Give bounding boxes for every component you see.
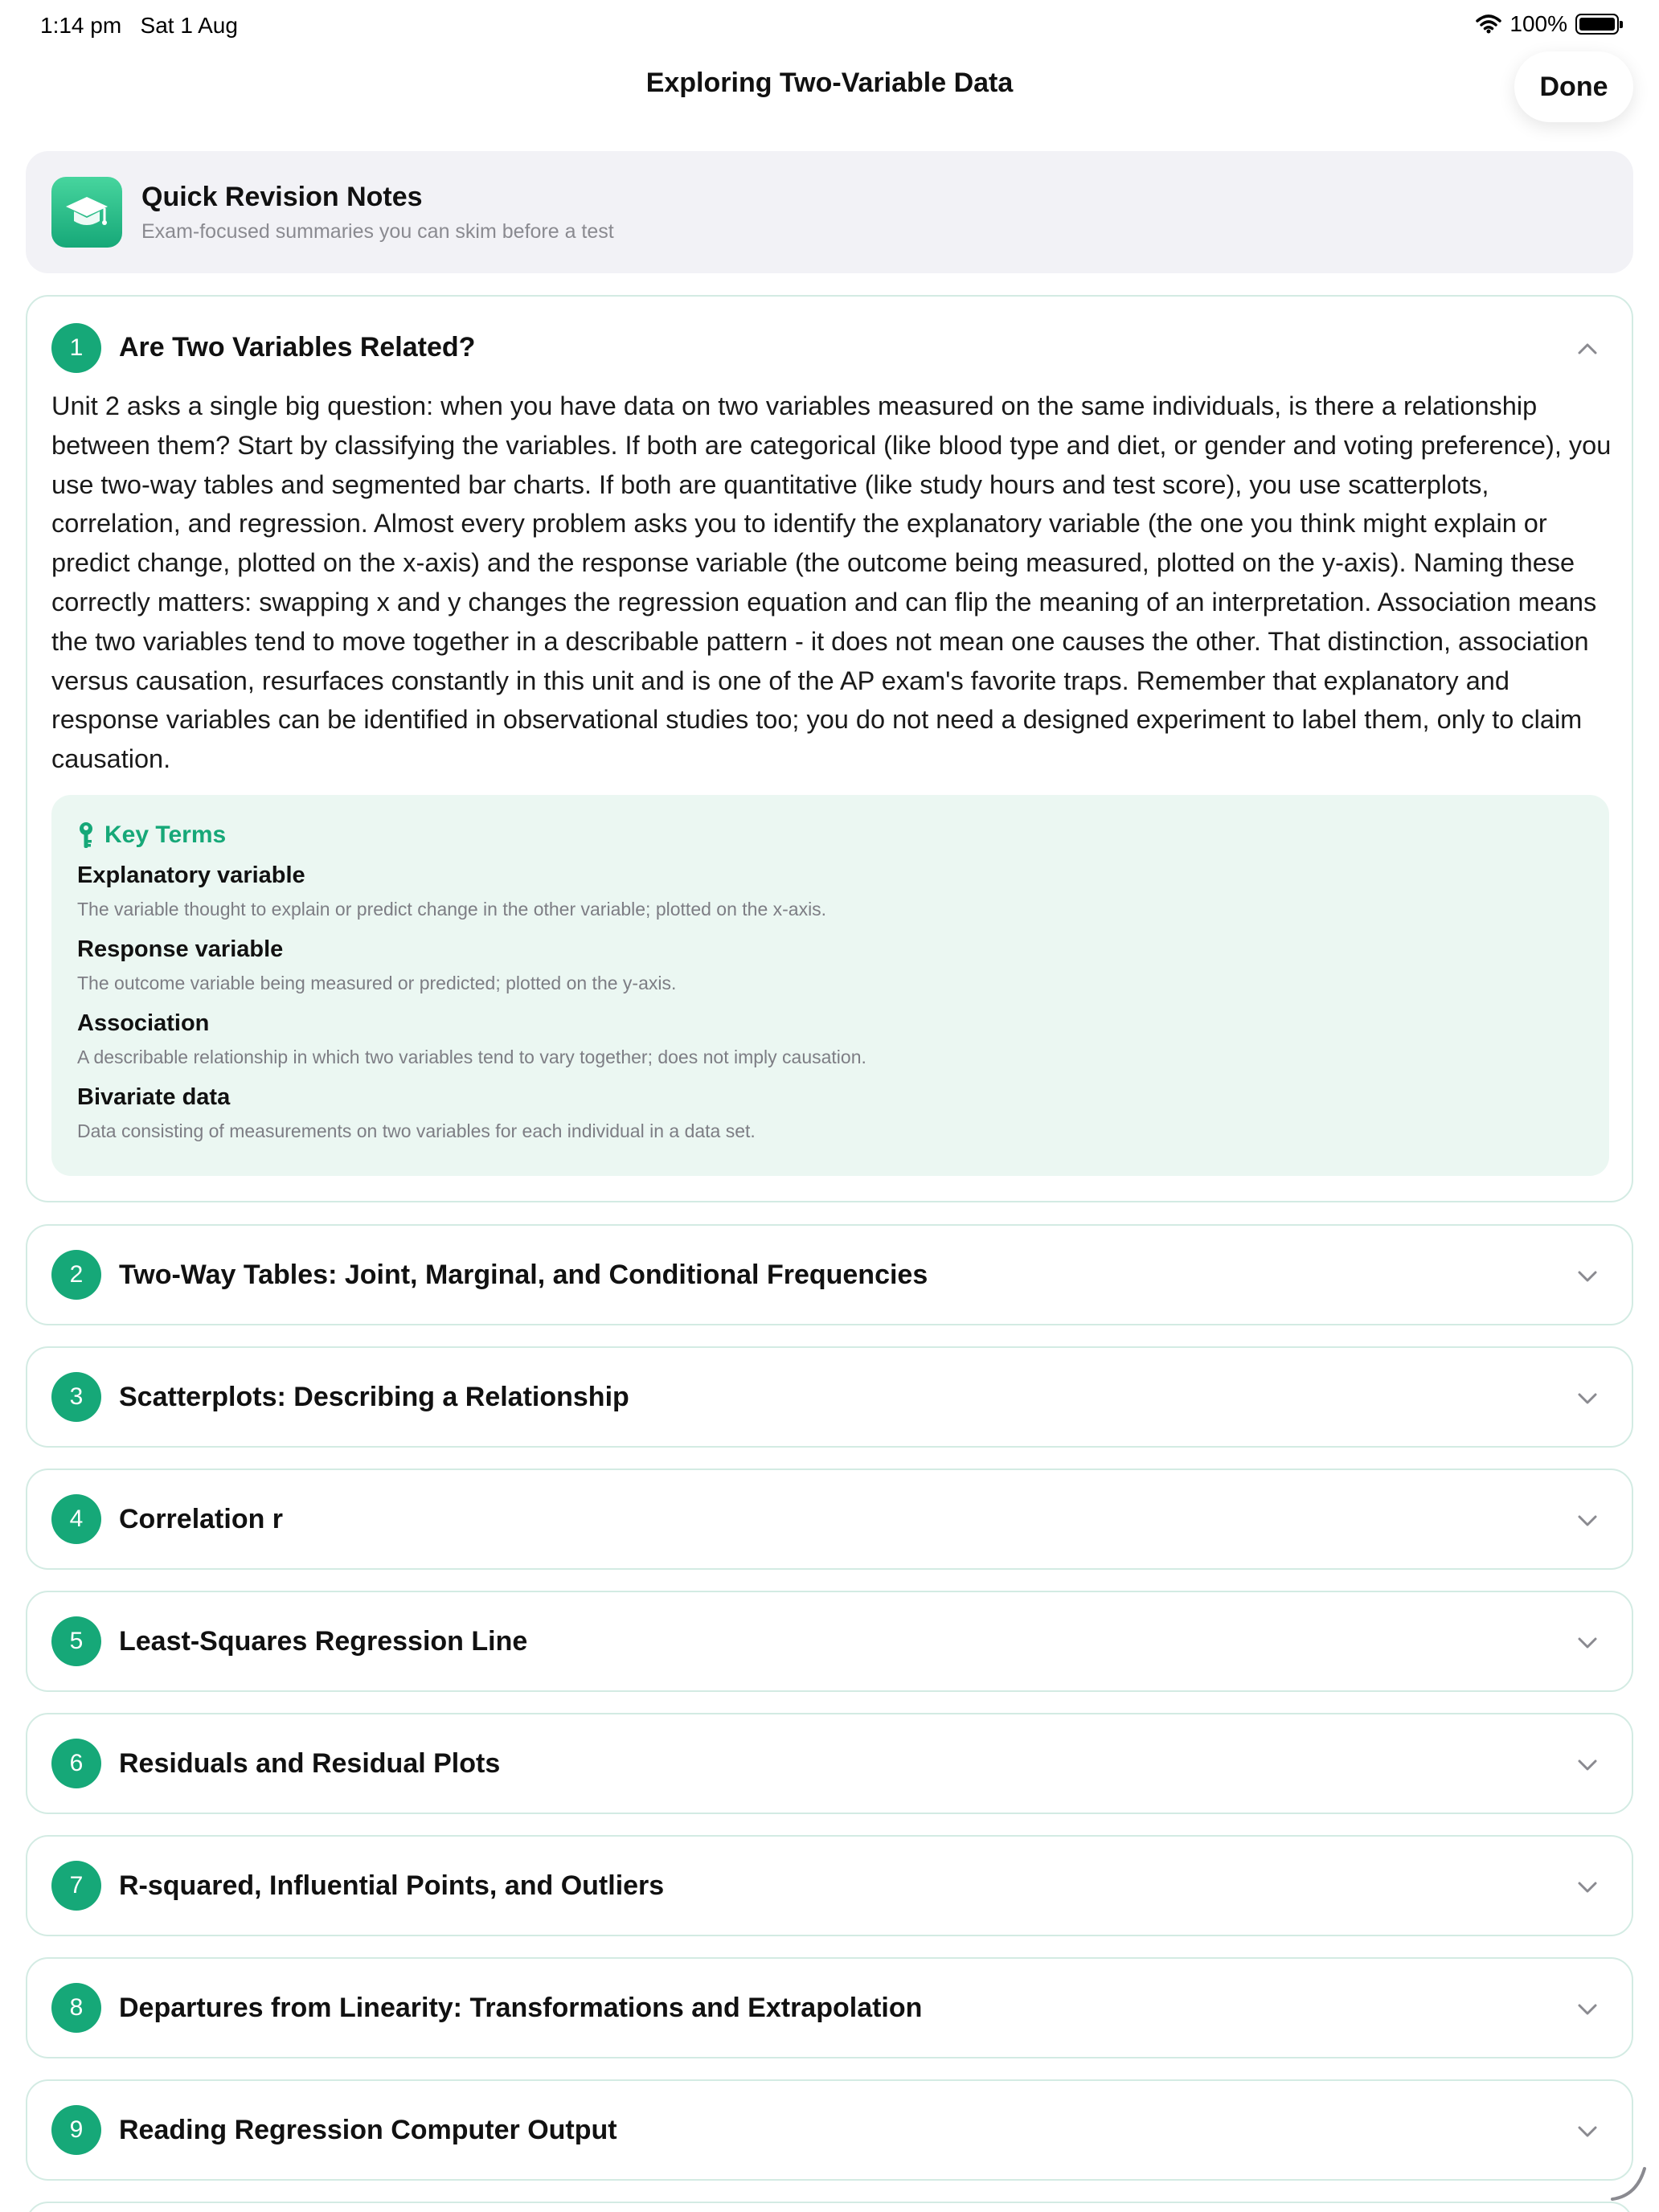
- chevron-down-icon[interactable]: [1575, 1387, 1600, 1411]
- battery-icon: [1575, 14, 1619, 35]
- chevron-down-icon[interactable]: [1575, 1875, 1600, 1899]
- key-term-item: [77, 1010, 866, 1068]
- section-title[interactable]: Correlation r: [119, 1504, 284, 1534]
- section-title[interactable]: Two-Way Tables: Joint, Marginal, and Conditional Frequencies: [119, 1260, 928, 1290]
- chevron-down-icon[interactable]: [1575, 1997, 1600, 2022]
- done-button[interactable]: Done: [1514, 51, 1633, 122]
- chevron-up-icon[interactable]: [1575, 337, 1600, 361]
- key-term-name: Response variable: [77, 936, 284, 962]
- section-card-3[interactable]: [26, 1346, 1633, 1448]
- wifi-icon: [1476, 14, 1501, 34]
- status-bar: [0, 0, 1659, 51]
- section-card-8[interactable]: [26, 1957, 1633, 2058]
- section-card-5[interactable]: [26, 1591, 1633, 1692]
- section-card-4[interactable]: [26, 1469, 1633, 1570]
- section-number-badge: 9: [51, 2105, 101, 2155]
- key-term-item: [77, 1084, 756, 1142]
- banner-title: Quick Revision Notes: [141, 182, 423, 212]
- graduation-cap-icon: [51, 177, 122, 248]
- section-card-7[interactable]: [26, 1835, 1633, 1936]
- section-card-2[interactable]: [26, 1224, 1633, 1325]
- section-number-badge: 8: [51, 1983, 101, 2033]
- key-term-item: [77, 862, 826, 920]
- section-card-1: [26, 295, 1633, 1202]
- section-number-badge: 6: [51, 1739, 101, 1788]
- section-number-badge: 1: [51, 323, 101, 373]
- chevron-down-icon[interactable]: [1575, 1264, 1600, 1288]
- section-number-badge: 7: [51, 1861, 101, 1911]
- key-term-definition: A describable relationship in which two variables tend to vary together; does not imply causation.: [77, 1047, 866, 1067]
- section-title[interactable]: Least-Squares Regression Line: [119, 1626, 528, 1657]
- section-number-badge: 2: [51, 1250, 101, 1300]
- section-title[interactable]: Reading Regression Computer Output: [119, 2115, 617, 2145]
- chevron-down-icon[interactable]: [1575, 1509, 1600, 1533]
- status-time: 1:14 pm: [40, 13, 122, 38]
- key-terms-box: [51, 795, 1609, 1176]
- chevron-down-icon[interactable]: [1575, 1631, 1600, 1655]
- section-card-9[interactable]: [26, 2079, 1633, 2181]
- section-title[interactable]: R-squared, Influential Points, and Outliers: [119, 1870, 665, 1901]
- section-body-text: Unit 2 asks a single big question: when you have data on two variables measured on the same individuals, is there a relationship between them? Start by classifying the variables. If both are categorical (like blood type and diet, or gender and voting preference), you use two-way tables and segmented bar charts. If both are quantitative (like study hours and test score), you use scatterplots, correlation, and regression. Almost every problem asks you to identify the explanatory variable (the one you think might explain or predict change, plotted on the x-axis) and the response variable (the outcome being measured, plotted on the y-axis). Naming these correctly matters: swapping x and y changes the regression equation and can flip the meaning of an interpretation. Association means the two variables tend to move together in a describable pattern - it does not mean one causes the other. That distinction, association versus causation, resurfaces constantly in this unit and is one of the AP exam's favorite traps. Remember that explanatory and response variables can be identified in observational studies too; you do not need a designed experiment to label them, only to claim causation.: [51, 391, 1612, 774]
- chevron-down-icon[interactable]: [1575, 1753, 1600, 1777]
- section-title[interactable]: Scatterplots: Describing a Relationship: [119, 1382, 629, 1412]
- resize-handle-icon[interactable]: [1604, 2157, 1653, 2206]
- chevron-down-icon[interactable]: [1575, 2120, 1600, 2144]
- section-number-badge: 4: [51, 1494, 101, 1544]
- section-title[interactable]: Departures from Linearity: Transformations and Extrapolation: [119, 1993, 923, 2023]
- revision-notes-banner: [26, 151, 1633, 273]
- section-title[interactable]: Are Two Variables Related?: [119, 332, 476, 363]
- key-term-name: Bivariate data: [77, 1084, 231, 1110]
- key-term-definition: The outcome variable being measured or predicted; plotted on the y-axis.: [77, 973, 677, 993]
- section-card-10-partial: [26, 2202, 1633, 2212]
- key-icon: [77, 821, 95, 850]
- section-number-badge: 3: [51, 1372, 101, 1422]
- page-title: Exploring Two-Variable Data: [645, 68, 1014, 98]
- key-terms-title: Key Terms: [104, 821, 227, 848]
- key-term-name: Association: [77, 1010, 210, 1036]
- key-term-name: Explanatory variable: [77, 862, 305, 888]
- key-term-definition: Data consisting of measurements on two variables for each individual in a data set.: [77, 1120, 756, 1141]
- status-right: [1476, 11, 1619, 37]
- key-term-item: [77, 936, 676, 994]
- battery-percent: 100%: [1509, 11, 1567, 36]
- status-time-date: [40, 13, 238, 39]
- key-terms-header: [77, 821, 226, 850]
- status-date: Sat 1 Aug: [140, 13, 238, 38]
- section-number-badge: 5: [51, 1616, 101, 1666]
- section-card-6[interactable]: [26, 1713, 1633, 1814]
- key-term-definition: The variable thought to explain or predict change in the other variable; plotted on the x-axis.: [77, 899, 827, 920]
- banner-subtitle: Exam-focused summaries you can skim before a test: [141, 220, 614, 243]
- section-title[interactable]: Residuals and Residual Plots: [119, 1748, 501, 1779]
